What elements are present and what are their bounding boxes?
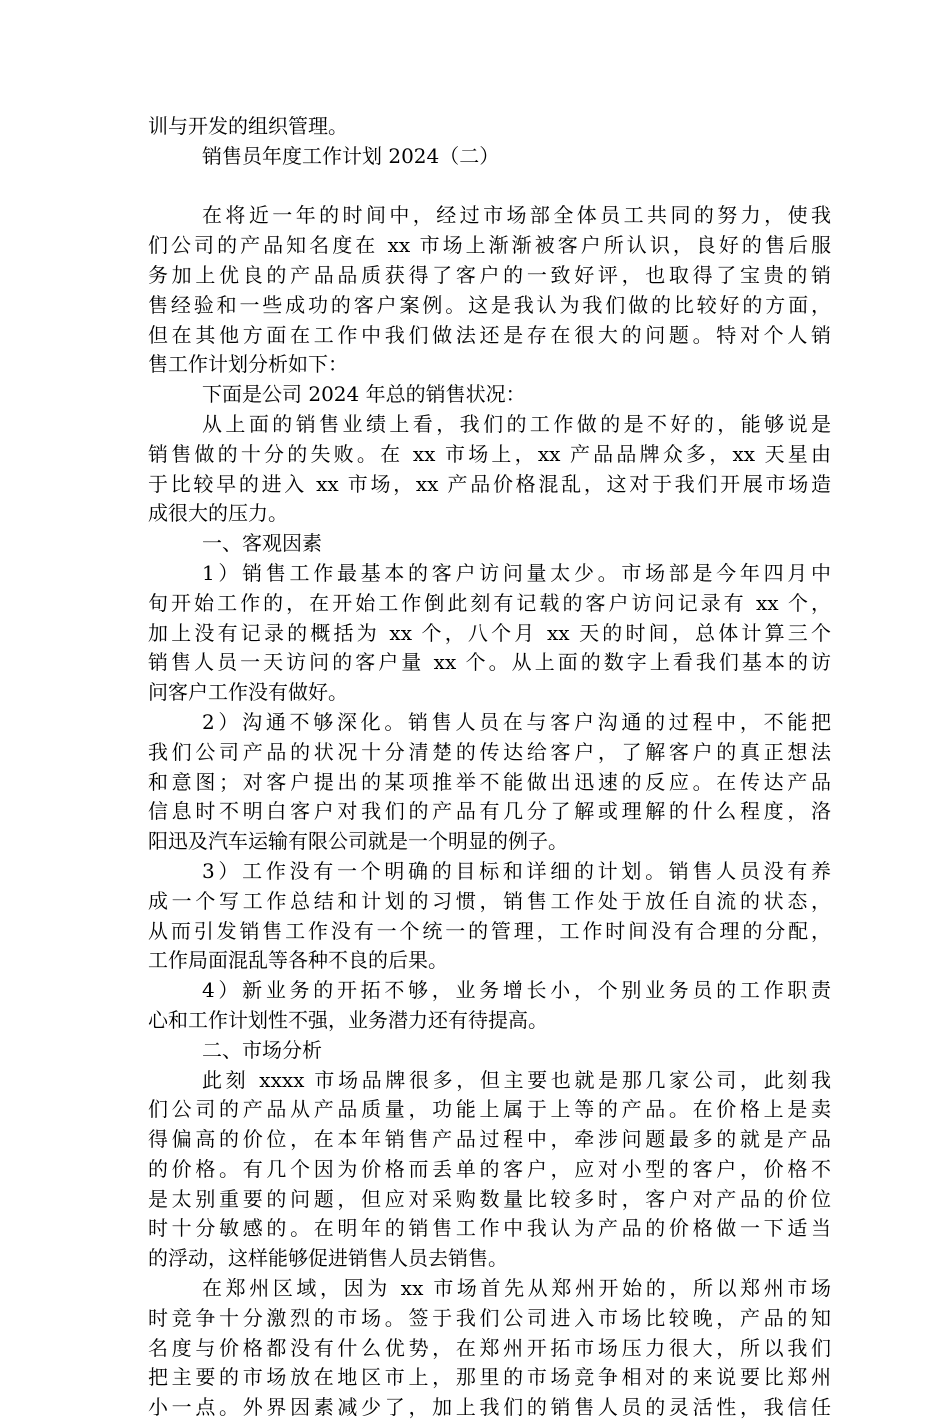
text-line: 销售人员一天访问的客户量 xx 个。从上面的数字上看我们基本的访 bbox=[148, 650, 831, 675]
text-line: 售经验和一些成功的客户案例。这是我认为我们做的比较好的方面， bbox=[148, 292, 831, 317]
text-line: 工作局面混乱等各种不良的后果。 bbox=[148, 948, 448, 973]
text-line: 销售员年度工作计划 2024（二） bbox=[202, 143, 500, 168]
text-line: 是太别重要的问题，但应对采购数量比较多时，客户对产品的价位 bbox=[148, 1186, 831, 1211]
text-line: 时竞争十分激烈的市场。签于我们公司进入市场比较晚，产品的知 bbox=[148, 1305, 831, 1330]
text-line: 售工作计划分析如下： bbox=[148, 352, 348, 377]
text-line: 4）新业务的开拓不够，业务增长小，个别业务员的工作职责 bbox=[202, 978, 831, 1003]
text-line: 们公司的产品从产品质量，功能上属于上等的产品。在价格上是卖 bbox=[148, 1097, 831, 1122]
text-line: 们公司的产品知名度在 xx 市场上渐渐被客户所认识，良好的售后服 bbox=[148, 233, 831, 258]
text-line: 成一个写工作总结和计划的习惯，销售工作处于放任自流的状态， bbox=[148, 888, 831, 913]
text-line: 信息时不明白客户对我们的产品有几分了解或理解的什么程度，洛 bbox=[148, 799, 831, 824]
text-line: 和意图；对客户提出的某项推举不能做出迅速的反应。在传达产品 bbox=[148, 769, 831, 794]
text-line: 在将近一年的时间中，经过市场部全体员工共同的努力，使我 bbox=[202, 203, 831, 228]
text-line: 阳迅及汽车运输有限公司就是一个明显的例子。 bbox=[148, 829, 568, 854]
blank-line bbox=[148, 172, 831, 202]
text-line: 2）沟通不够深化。销售人员在与客户沟通的过程中，不能把 bbox=[202, 709, 831, 734]
text-line: 此刻 xxxx 市场品牌很多，但主要也就是那几家公司，此刻我 bbox=[202, 1067, 831, 1092]
text-line: 我们公司产品的状况十分清楚的传达给客户，了解客户的真正想法 bbox=[148, 739, 831, 764]
text-line: 名度与价格都没有什么优势，在郑州开拓市场压力很大，所以我们 bbox=[148, 1335, 831, 1360]
text-line: 的价格。有几个因为价格而丢单的客户，应对小型的客户，价格不 bbox=[148, 1156, 831, 1181]
text-line: 务加上优良的产品品质获得了客户的一致好评，也取得了宝贵的销 bbox=[148, 262, 831, 287]
text-line: 1）销售工作最基本的客户访问量太少。市场部是今年四月中 bbox=[202, 560, 831, 585]
text-line: 小一点。外界因素减少了，加上我们的销售人员的灵活性，我信任 bbox=[148, 1395, 831, 1420]
text-line: 在郑州区域，因为 xx 市场首先从郑州开始的，所以郑州市场 bbox=[202, 1276, 831, 1301]
text-line: 但在其他方面在工作中我们做法还是存在很大的问题。特对个人销 bbox=[148, 322, 831, 347]
text-line: 加上没有记录的概括为 xx 个，八个月 xx 天的时间，总体计算三个 bbox=[148, 620, 831, 645]
text-line: 心和工作计划性不强，业务潜力还有待提高。 bbox=[148, 1007, 548, 1032]
text-line: 问客户工作没有做好。 bbox=[148, 680, 348, 705]
text-line: 把主要的市场放在地区市上，那里的市场竞争相对的来说要比郑州 bbox=[148, 1365, 831, 1390]
text-line: 二、市场分析 bbox=[202, 1037, 322, 1062]
document-page bbox=[148, 112, 831, 1423]
text-line: 3）工作没有一个明确的目标和详细的计划。销售人员没有养 bbox=[202, 858, 831, 883]
text-line: 成很大的压力。 bbox=[148, 501, 288, 526]
text-line: 从上面的销售业绩上看，我们的工作做的是不好的，能够说是 bbox=[202, 411, 831, 436]
text-line: 销售做的十分的失败。在 xx 市场上，xx 产品品牌众多，xx 天星由 bbox=[148, 441, 831, 466]
text-line: 训与开发的组织管理。 bbox=[148, 114, 348, 138]
text-line: 下面是公司 2024 年总的销售状况： bbox=[202, 382, 526, 407]
text-line: 时十分敏感的。在明年的销售工作中我认为产品的价格做一下适当 bbox=[148, 1216, 831, 1241]
text-line: 一、客观因素 bbox=[202, 531, 322, 556]
text-line: 旬开始工作的，在开始工作倒此刻有记载的客户访问记录有 xx 个， bbox=[148, 590, 831, 615]
text-line: 从而引发销售工作没有一个统一的管理，工作时间没有合理的分配， bbox=[148, 918, 831, 943]
text-line: 的浮动，这样能够促进销售人员去销售。 bbox=[148, 1246, 508, 1271]
text-line: 于比较早的进入 xx 市场，xx 产品价格混乱，这对于我们开展市场造 bbox=[148, 471, 831, 496]
text-line: 得偏高的价位，在本年销售产品过程中，牵涉问题最多的就是产品 bbox=[148, 1127, 831, 1152]
